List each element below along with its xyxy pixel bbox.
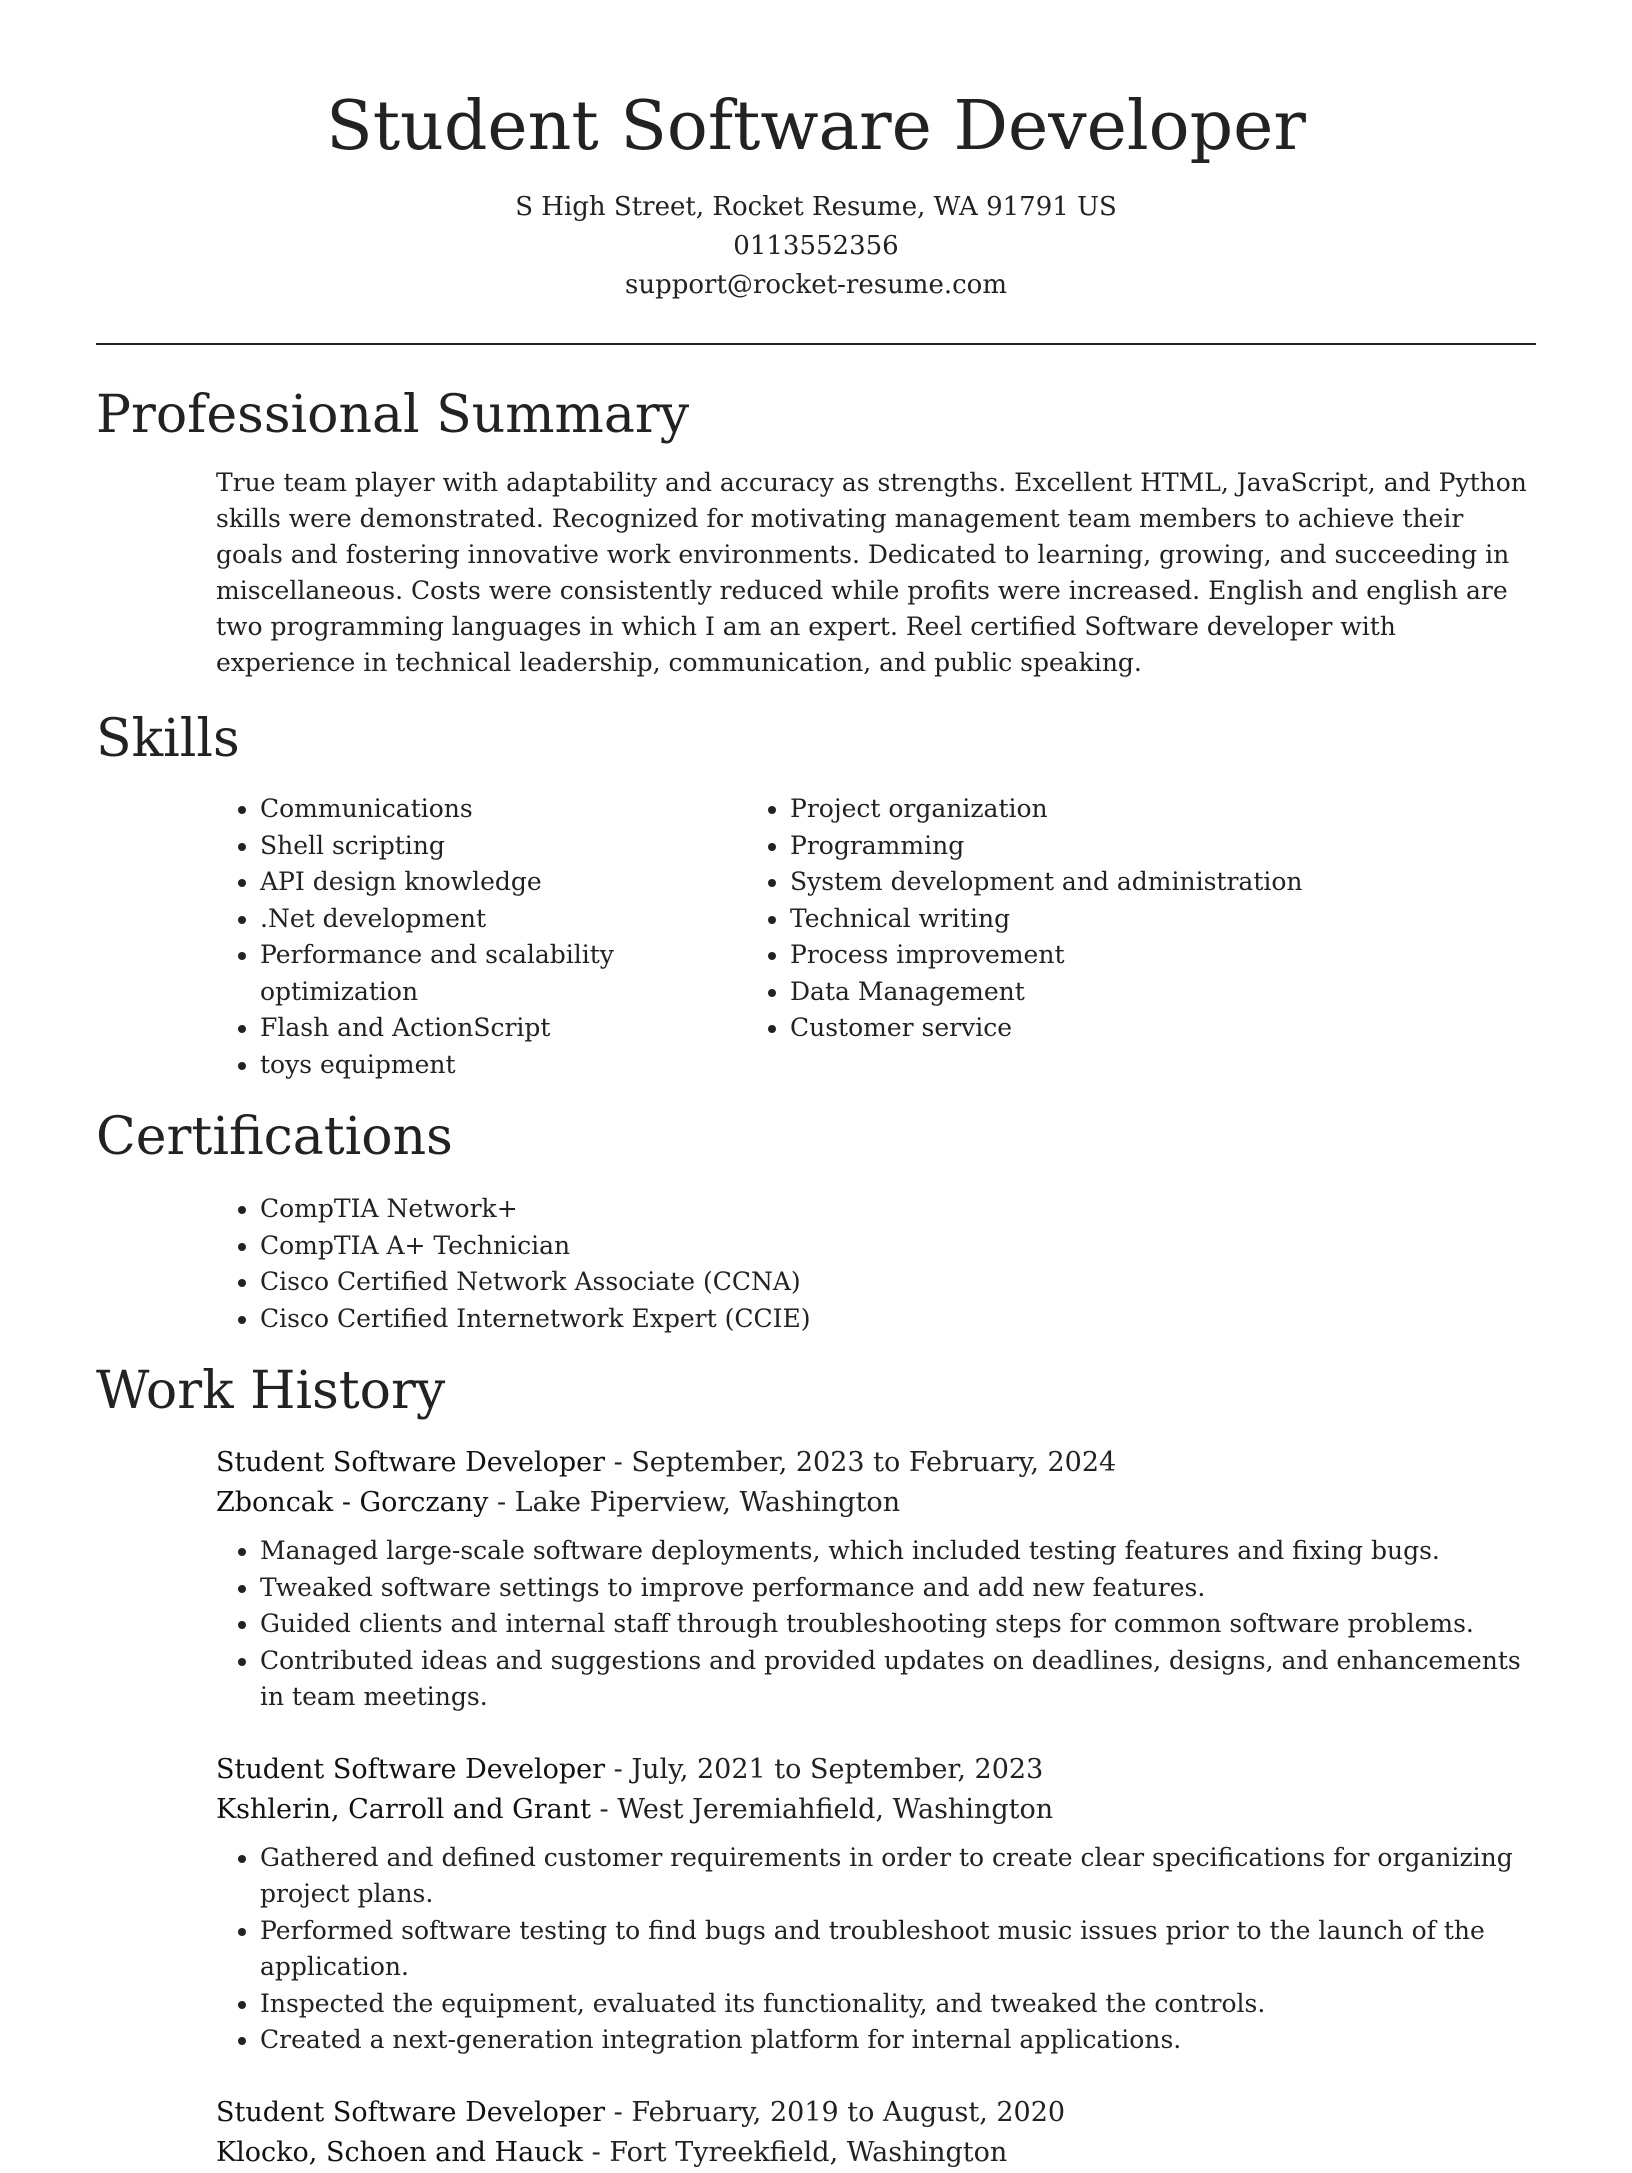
job-entry	[216, 2093, 1536, 2173]
summary-text: True team player with adaptability and accuracy as strengths. Excellent HTML, JavaScript, and Python skills were demonstrated. Recognized for motivating management team members to achieve their goals and fostering innovative work environments. Dedicated to learning, growing, and succeeding in miscellaneous. Costs were consistently reduced while profits were increased. English and english are two programming languages in which I am an expert. Reel certified Software developer with experience in technical leadership, communication, and public speaking.	[216, 468, 1527, 677]
skill-item: • Programming	[790, 828, 1303, 865]
certification-item: • Cisco Certified Internetwork Expert (CCIE)	[260, 1301, 1536, 1338]
job-bullet: • Performed software testing to find bugs and troubleshoot music issues prior to the launch of the application.	[260, 1913, 1536, 1986]
job-role: Student Software Developer	[216, 1753, 606, 1785]
job-location: West Jeremiahfield, Washington	[617, 1793, 1054, 1825]
skill-item: • Project organization	[790, 791, 1303, 828]
job-dates: July, 2021 to September, 2023	[631, 1753, 1044, 1785]
job-bullet: • Created a next-generation integration platform for internal applications.	[260, 2022, 1536, 2059]
email: support@rocket-resume.com	[624, 270, 1007, 300]
skills-column-1	[96, 791, 746, 1083]
certification-item: • CompTIA Network+	[260, 1191, 1536, 1228]
certification-item: • CompTIA A+ Technician	[260, 1228, 1536, 1265]
skill-item: • Communications	[260, 791, 746, 828]
job-bullets	[216, 1840, 1536, 2059]
skill-item: • Process improvement	[790, 937, 1303, 974]
job-title-line: Student Software Developer - February, 2019 to August, 2020	[216, 2096, 1066, 2128]
skills-list	[96, 791, 1536, 1083]
skill-item: • Shell scripting	[260, 828, 746, 865]
contact-block	[96, 188, 1536, 305]
job-bullet: • Guided clients and internal staff through troubleshooting steps for common software problems.	[260, 1606, 1536, 1643]
job-entry	[216, 1443, 1536, 1716]
job-company-line: Klocko, Schoen and Hauck - Fort Tyreekfield, Washington	[216, 2136, 1008, 2168]
skill-item: • System development and administration	[790, 864, 1303, 901]
certifications-list	[96, 1191, 1536, 1337]
job-company: Klocko, Schoen and Hauck	[216, 2136, 584, 2168]
job-title-line: Student Software Developer - July, 2021 to September, 2023	[216, 1753, 1044, 1785]
certification-item: • Cisco Certified Network Associate (CCNA)	[260, 1264, 1536, 1301]
skill-item: • Flash and ActionScript	[260, 1010, 746, 1047]
job-bullet: • Inspected the equipment, evaluated its functionality, and tweaked the controls.	[260, 1986, 1536, 2023]
job-company: Kshlerin, Carroll and Grant	[216, 1793, 591, 1825]
job-company-line: Zboncak - Gorczany - Lake Piperview, Washington	[216, 1487, 901, 1518]
skill-item: • .Net development	[260, 901, 746, 938]
job-bullets	[216, 1533, 1536, 1716]
job-company: Zboncak - Gorczany	[216, 1487, 489, 1518]
job-bullet: • Contributed ideas and suggestions and provided updates on deadlines, designs, and enhancements in team meetings.	[260, 1643, 1536, 1716]
job-location: Fort Tyreekfield, Washington	[609, 2136, 1008, 2168]
job-bullet: • Gathered and defined customer requirements in order to create clear specifications for organizing project plans.	[260, 1840, 1536, 1913]
resume-page	[96, 0, 1536, 2173]
job-company-line: Kshlerin, Carroll and Grant - West Jeremiahfield, Washington	[216, 1793, 1054, 1825]
job-bullet: • Tweaked software settings to improve performance and add new features.	[260, 1570, 1536, 1607]
skill-item: • Technical writing	[790, 901, 1303, 938]
job-role: Student Software Developer	[216, 2096, 606, 2128]
skill-item: • Customer service	[790, 1010, 1303, 1047]
skill-item: • Data Management	[790, 974, 1303, 1011]
job-entry	[216, 1750, 1536, 2059]
header-divider	[96, 343, 1536, 345]
summary-title: Professional Summary	[96, 385, 690, 445]
address: S High Street, Rocket Resume, WA 91791 US	[515, 192, 1117, 222]
job-dates: February, 2019 to August, 2020	[631, 2096, 1066, 2128]
phone: 0113552356	[733, 231, 899, 261]
certifications-title: Certifications	[96, 1107, 453, 1167]
job-role: Student Software Developer	[216, 1447, 606, 1478]
job-location: Lake Piperview, Washington	[514, 1487, 901, 1518]
skill-item: • API design knowledge	[260, 864, 746, 901]
work-history-title: Work History	[96, 1361, 446, 1421]
resume-header	[96, 0, 1536, 305]
job-bullet: • Managed large-scale software deployments, which included testing features and fixing bugs.	[260, 1533, 1536, 1570]
job-title-line: Student Software Developer - September, 2023 to February, 2024	[216, 1447, 1117, 1478]
skill-item: • toys equipment	[260, 1047, 746, 1084]
skill-item: • Performance and scalability optimization	[260, 937, 746, 1010]
skills-title: Skills	[96, 709, 240, 769]
candidate-name: Student Software Developer	[326, 87, 1306, 166]
skills-column-2	[746, 791, 1303, 1083]
job-dates: September, 2023 to February, 2024	[631, 1447, 1117, 1478]
